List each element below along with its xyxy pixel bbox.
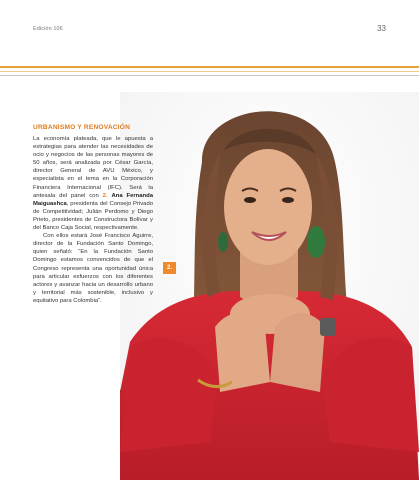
article-body bbox=[33, 124, 153, 305]
divider-light-orange bbox=[0, 71, 419, 72]
portrait-illustration bbox=[120, 92, 419, 480]
edition-label: Edición 106 bbox=[33, 26, 63, 32]
paragraph-1 bbox=[33, 135, 153, 232]
divider-orange bbox=[0, 66, 419, 68]
highlighted-name: Ana Fernanda Maiguashca bbox=[33, 192, 154, 207]
reference-number: 2. bbox=[102, 192, 108, 199]
divider-gray bbox=[0, 75, 419, 76]
portrait-photo bbox=[120, 92, 419, 480]
section-title: URBANISMO Y RENOVACIÓN bbox=[33, 124, 131, 131]
paragraph-2: Con ellos estará José Francisco Aguirre, director de la Fundación Santo Domingo, quien señaló: “En la Fundación Santo Domingo estamos convencidos de que el Congreso representa una oportunidad única para articular esfuerzos con los diferentes actores y avanzar hacia un desarrollo urbano y territorial más sostenible, inclusivo y equitativo para Colombia”. bbox=[33, 233, 153, 304]
paragraph-1-text: La economía plateada, que le apuesta a estrategias para atender las necesidades de ocio y negocios de las personas mayores de 50 años, será analizada por César García, director General de AVU México, y especialista en el tema en la Corporación Financiera Internacional (IFC). Será la antesala del panel con bbox=[33, 136, 153, 199]
photo-reference-badge: 2. bbox=[163, 262, 176, 274]
page-number: 33 bbox=[377, 24, 386, 33]
paragraph-1-rest: , presidenta del Consejo Privado de Competitividad; Julián Perdomo y Diego Prieto, presidentes de Constructora Bolívar y del Banco Caja Social, respectivamente. bbox=[33, 200, 153, 232]
